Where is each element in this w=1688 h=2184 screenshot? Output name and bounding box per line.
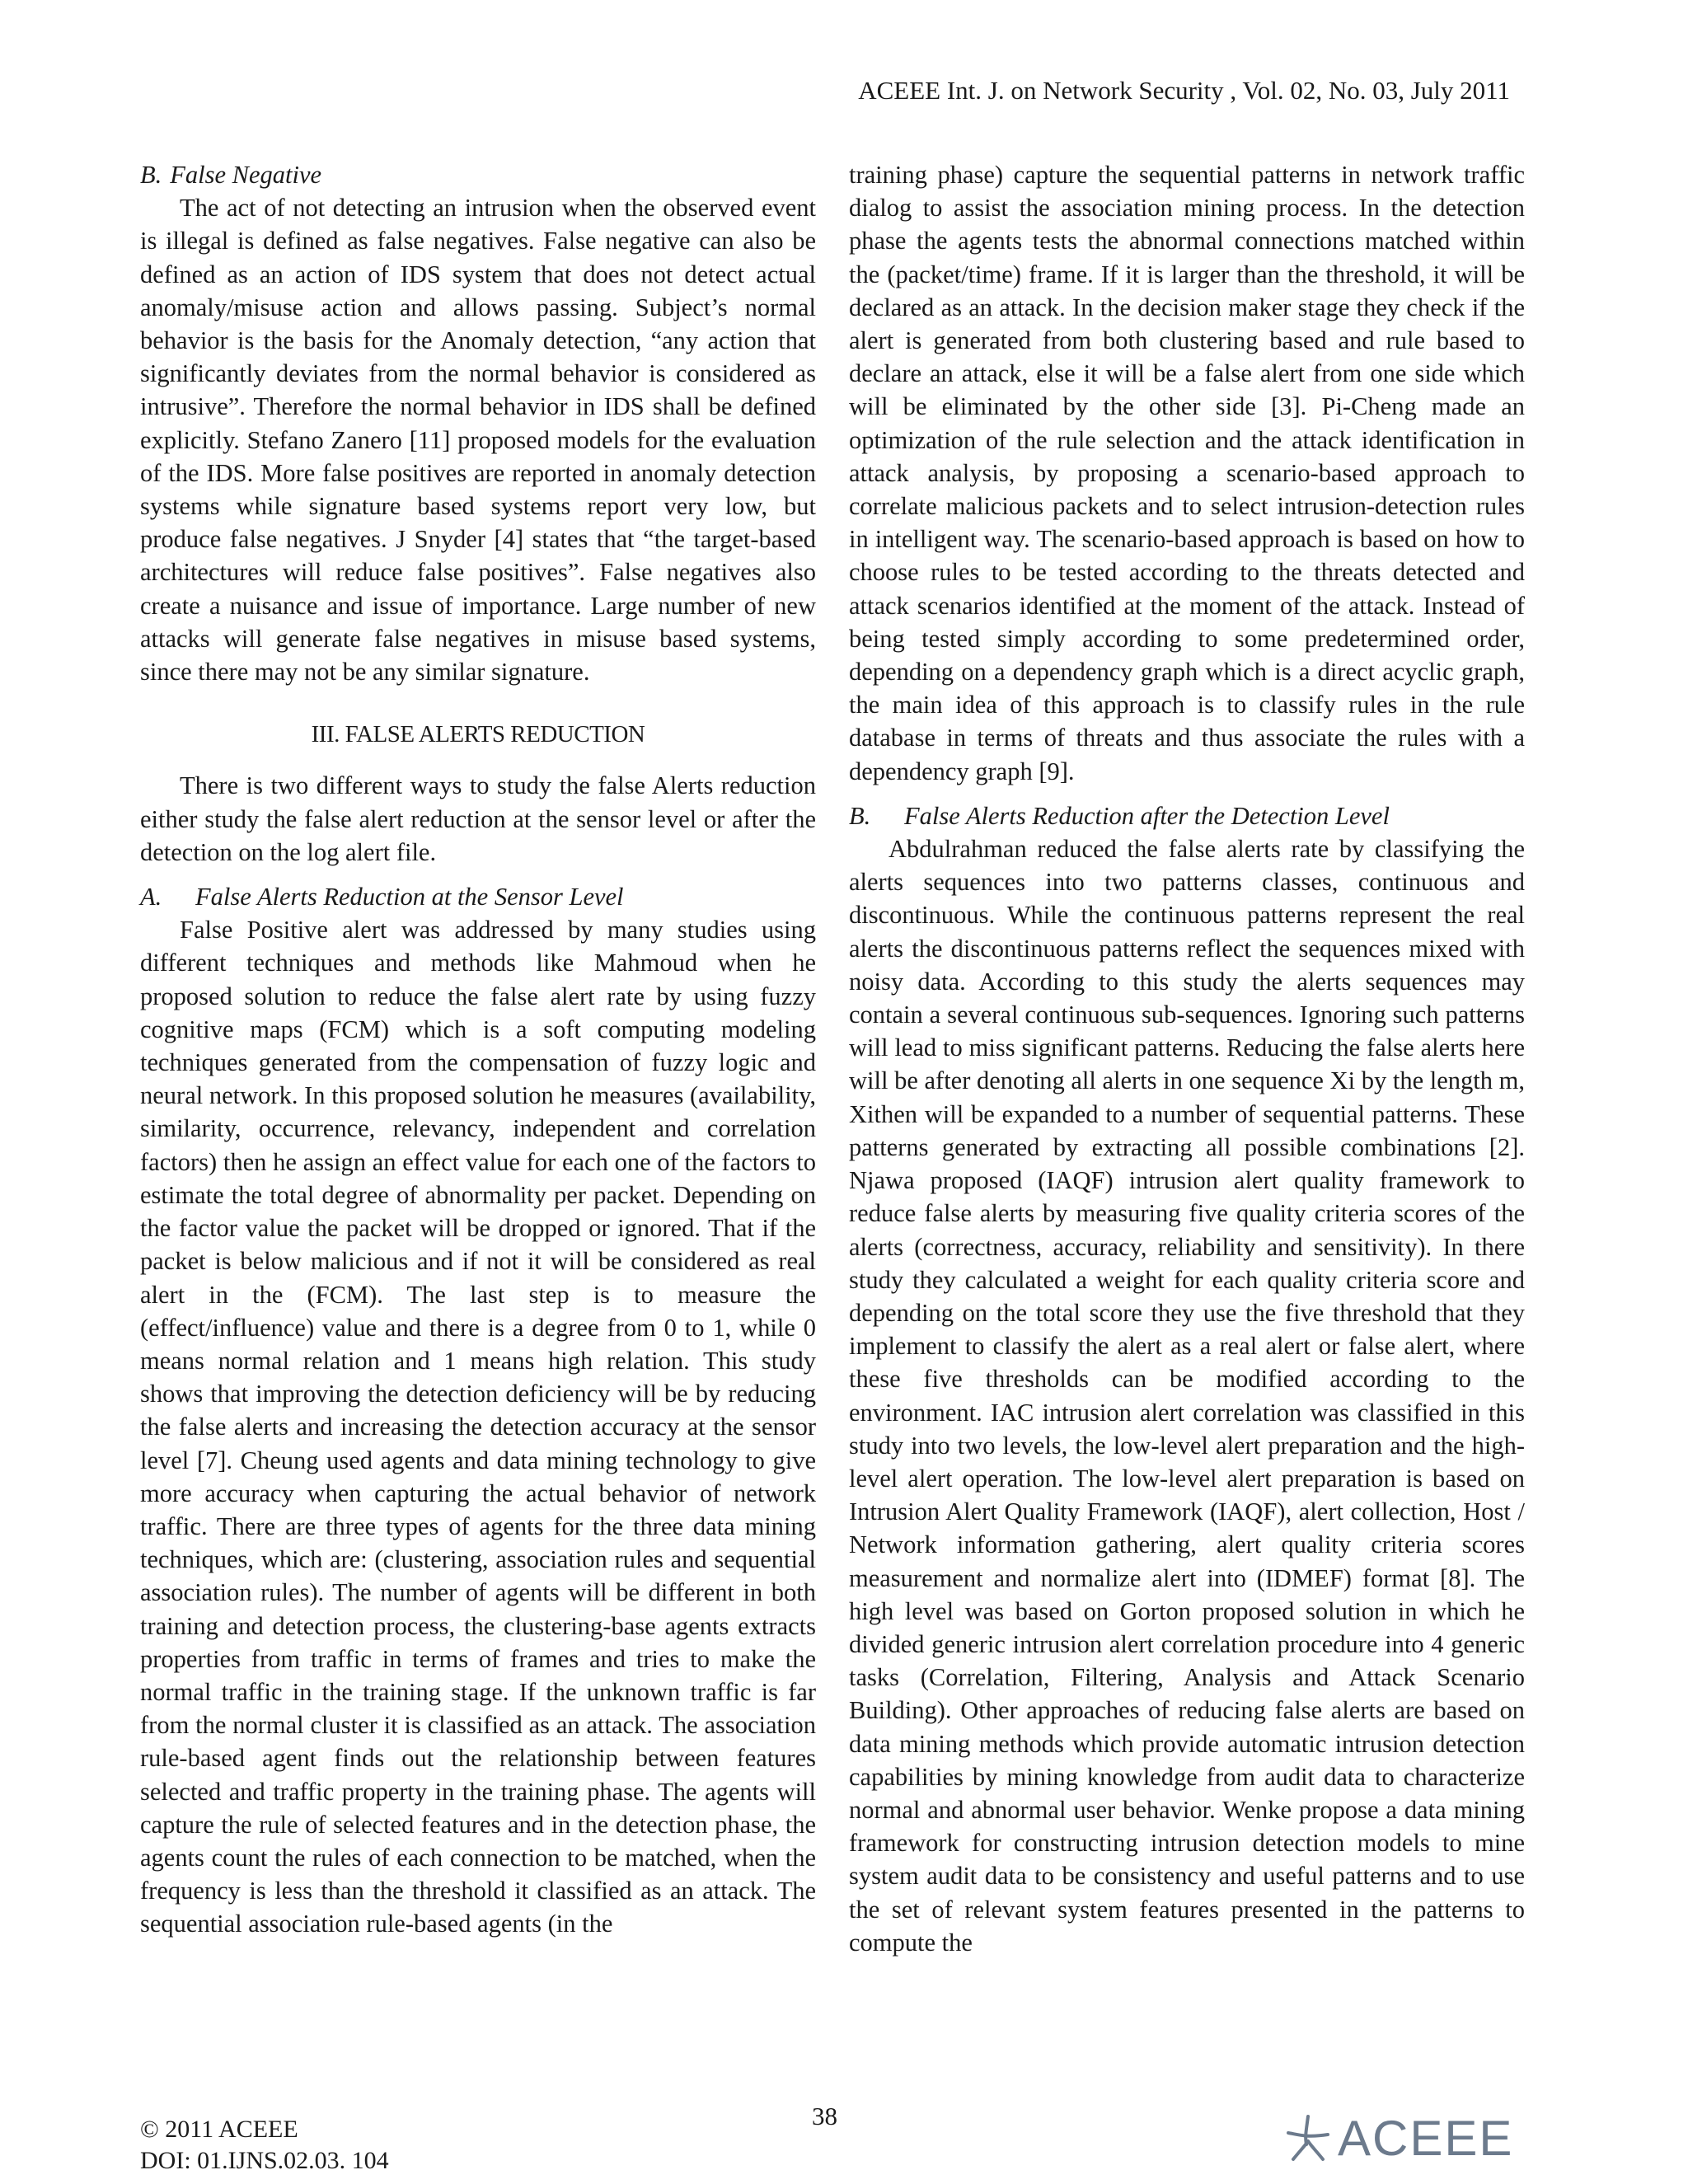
subsection-label: B.	[140, 161, 162, 189]
subsection-heading-false-negative	[140, 158, 816, 191]
logo-text: ACEEE	[1338, 2111, 1514, 2166]
right-column	[849, 158, 1525, 1959]
subsection-title: False Alerts Reduction at the Sensor Level	[195, 883, 624, 912]
left-column	[140, 158, 816, 1941]
subsection-title: False Negative	[170, 161, 322, 189]
section-heading: III. FALSE ALERTS REDUCTION	[311, 721, 645, 748]
copyright: © 2011 ACEEE	[140, 2116, 298, 2143]
aceee-logo	[1282, 2110, 1517, 2168]
footer-info	[140, 2114, 389, 2177]
paragraph-continued: training phase) capture the sequential patterns in network traffic dialog to assist the association mining process. In the detection phase the agents tests the abnormal connections matched within the (packet/time) frame. If it is larger than the threshold, it will be declared as an attack. In the decision maker stage they check if the alert is generated from both clustering based and rule based to declare an attack, else it will be a false alert from one side which will be eliminated by the other side [3]. Pi-Cheng made an optimization of the rule selection and the attack identification in attack analysis, by proposing a scenario-based approach to correlate malicious packets and to select intrusion-detection rules in intelligent way. The scenario-based approach is based on how to choose rules to be tested according to the threats detected and attack scenarios identified at the moment of the attack. Instead of being tested simply according to some predetermined order, depending on a dependency graph which is a direct acyclic graph, the main idea of this approach is to classify rules in the rule database in terms of threats and thus associate the rules with a dependency graph [9].	[849, 161, 1525, 785]
journal-header: ACEEE Int. J. on Network Security , Vol. 02, No. 03, July 2011	[858, 76, 1510, 105]
doi: DOI: 01.IJNS.02.03. 104	[140, 2147, 389, 2174]
subsection-heading-sensor-level	[140, 880, 816, 913]
subsection-title: False Alerts Reduction after the Detection Level	[904, 801, 1390, 830]
star-logo-icon	[1282, 2111, 1334, 2166]
subsection-label: B.	[849, 801, 871, 830]
paragraph-intro: There is two different ways to study the false Alerts reduction either study the false alert reduction at the sensor level or after the detection on the log alert file.	[140, 771, 816, 866]
page-number: 38	[812, 2102, 837, 2130]
paragraph-sensor-level: False Positive alert was addressed by many studies using different techniques and methods like Mahmoud when he proposed solution to reduce the false alert rate by using fuzzy cognitive maps (FCM) which is a soft computing modeling techniques generated from the compensation of fuzzy logic and neural network. In this proposed solution he measures (availability, similarity, occurrence, relevancy, independent and correlation factors) then he assign an effect value for each one of the factors to estimate the total degree of abnormality per packet. Depending on the factor value the packet will be dropped or ignored. That if the packet is below malicious and if not it will be considered as real alert in the (FCM). The last step is to measure the (effect/influence) value and there is a degree from 0 to 1, while 0 means normal relation and 1 means high relation. This study shows that improving the detection deficiency will be by reducing the false alerts and increasing the detection accuracy at the sensor level [7]. Cheung used agents and data mining technology to give more accuracy when capturing the actual behavior of network traffic. There are three types of agents for the three data mining techniques, which are: (clustering, association rules and sequential association rules). The number of agents will be different in both training and detection process, the clustering-base agents extracts properties from traffic in terms of frames and tries to make the normal traffic in the training stage. If the unknown traffic is far from the normal cluster it is classified as an attack. The association rule-based agent finds out the relationship between features selected and traffic property in the training phase. The agents will capture the rule of selected features and in the detection phase, the agents count the rules of each connection to be matched, when the frequency is less than the threshold it classified as an attack. The sequential association rule-based agents (in the	[140, 916, 816, 1938]
paragraph-after-detection: Abdulrahman reduced the false alerts rate by classifying the alerts sequences into two patterns classes, continuous and discontinuous. While the continuous patterns represent the real alerts the discontinuous patterns reflect the sequences mixed with noisy data. According to this study the alerts sequences may contain a several continuous sub-sequences. Ignoring such patterns will lead to miss significant patterns. Reducing the false alerts here will be after denoting all alerts in one sequence Xi by the length m, Xithen will be expanded to a number of sequential patterns. These patterns generated by extracting all possible combinations [2]. Njawa proposed (IAQF) intrusion alert quality framework to reduce false alerts by measuring five quality criteria scores of the alerts (correctness, accuracy, reliability and sensitivity). In there study they calculated a weight for each quality criteria score and depending on the total score they use the five threshold that they implement to classify the alert as a real alert or false alert, where these five thresholds can be modified according to the environment. IAC intrusion alert correlation was classified in this study into two levels, the low-level alert preparation and the high-level alert operation. The low-level alert preparation is based on Intrusion Alert Quality Framework (IAQF), alert collection, Host / Network information gathering, alert quality criteria scores measurement and normalize alert into (IDMEF) format [8]. The high level was based on Gorton proposed solution in which he divided generic intrusion alert correlation procedure into 4 generic tasks (Correlation, Filtering, Analysis and Attack Scenario Building). Other approaches of reducing false alerts are based on data mining methods which provide automatic intrusion detection capabilities by mining knowledge from audit data to characterize normal and abnormal user behavior. Wenke propose a data mining framework for constructing intrusion detection models to mine system audit data to be consistency and useful patterns and to use the set of relevant system features presented in the patterns to compute the	[849, 835, 1525, 1957]
paragraph-false-negative: The act of not detecting an intrusion when the observed event is illegal is defined as false negatives. False negative can also be defined as an action of IDS system that does not detect actual anomaly/misuse action and allows passing. Subject’s normal behavior is the basis for the Anomaly detection, “any action that significantly deviates from the normal behavior is considered as intrusive”. Therefore the normal behavior in IDS shall be defined explicitly. Stefano Zanero [11] proposed models for the evaluation of the IDS. More false positives are reported in anomaly detection systems while signature based systems report very low, but produce false negatives. J Snyder [4] states that “the target-based architectures will reduce false positives”. False negatives also create a nuisance and issue of importance. Large number of new attacks will generate false negatives in misuse based systems, since there may not be any similar signature.	[140, 194, 816, 687]
subsection-label: A.	[140, 883, 162, 912]
subsection-heading-after-detection	[849, 799, 1525, 832]
